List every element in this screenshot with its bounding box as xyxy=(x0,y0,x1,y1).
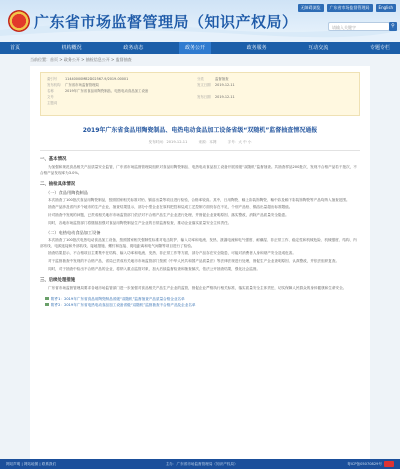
footer-icp[interactable]: 粤ICP备05070829号 xyxy=(347,462,382,466)
nav-item-home[interactable]: 首页 xyxy=(10,45,21,51)
site-header xyxy=(0,0,400,42)
article-panel xyxy=(30,66,370,459)
article-meta-box xyxy=(40,72,360,116)
meta-value: 广东省市场监督管理局 xyxy=(65,83,99,87)
meta-value: 11440000MB2D02567-9/2019-00001 xyxy=(65,77,129,81)
article-source: 来源：本网 xyxy=(198,140,217,144)
publish-time: 发布时间：2019-12-11 xyxy=(148,140,188,144)
article-paragraph: 为加强和规范食品相关产品质量安全监管，广东省市场监督管理局组织对食品用陶瓷制品、电热电动食品加工设备开展省级“双随机”监督抽查。共抽查样品200批次，发现不合格产品若干批次，不合格产品发现率为3.0%。 xyxy=(40,165,357,175)
footer-badges xyxy=(347,459,394,469)
top-link-accessibility[interactable]: 无障碍浏览 xyxy=(298,4,324,12)
article-paragraph: 本次抽查了100批次电热电动食品加工设备，按照国家相关强制性标准对电击防护、输入功率和电流、发热、泄漏电流和电气强度、耐潮湿、非正常工作、稳定性和机械危险、机械强度、结构、内部布线、电源连接和外部软线、接地措施、螺钉和连接、爬电距离和电气间隙等项目进行了检验。 xyxy=(40,237,357,248)
nav-item-news[interactable]: 政务动态 xyxy=(123,45,144,51)
nav-item-topics[interactable]: 专题专栏 xyxy=(369,45,390,51)
top-link-home[interactable]: 广东省市场监督管理局 xyxy=(327,4,373,12)
national-emblem-icon xyxy=(8,10,30,32)
article-paragraph: 抽查结果显示，不合格项目主要集中在结构、输入功率和电流、发热、非正常工作等方面，部分产品存在安全隐患，可能对消费者人身和财产安全造成危害。 xyxy=(48,251,296,256)
meta-value: 2019-12-11 xyxy=(215,95,235,99)
nav-item-about[interactable]: 机构概况 xyxy=(61,45,82,51)
attachment-label[interactable]: 附件1：2019年广东省食品用陶瓷制品省级“双随机”监督抽查产品质量合格企业名单 xyxy=(51,296,185,301)
nav-item-services[interactable]: 政务服务 xyxy=(246,45,267,51)
article-paragraph: 针对抽查中发现的问题，已责成相关地市市场监管部门依法对不合格产品生产企业进行处理，并督促企业查明原因、落实整改，消除产品质量安全隐患。 xyxy=(48,213,289,218)
top-links xyxy=(298,4,396,12)
attachment-icon xyxy=(45,297,49,300)
meta-key: 索引号 xyxy=(47,77,58,81)
attachment-list xyxy=(40,296,360,308)
attachment-link-2[interactable] xyxy=(40,302,360,308)
meta-key: 分类 xyxy=(197,77,204,81)
attachment-label[interactable]: 附件2：2019年广东省电热电动食品加工设备省级“双随机”监督抽查不合格产品及企业名单 xyxy=(51,302,196,307)
article-title: 2019年广东省食品用陶瓷制品、电热电动食品加工设备省级“双随机”监督抽查情况通报 xyxy=(82,127,318,134)
article-paragraph: 同时，对于抽查中检出不合格产品的企业，将纳入重点监管对象，加大后续监督检查和抽查频次，依法公开抽查结果，强化社会监督。 xyxy=(48,266,261,271)
article-body xyxy=(40,156,360,292)
section-heading: 三、后续处理措施 xyxy=(40,277,76,283)
gov-badge-icon[interactable] xyxy=(384,461,394,467)
article-paragraph: 广东省市场监督管理局要求各地市场监管部门进一步加强对食品相关产品生产企业的监管，督促企业严格执行相关标准，落实质量安全主体责任，切实保障人民群众的身体健康和生命安全。 xyxy=(48,285,347,290)
search-icon[interactable]: ⚲ xyxy=(389,22,397,31)
top-link-english[interactable]: English xyxy=(376,4,396,12)
article-paragraph: 对于监督抽查中发现的不合格产品，省局已责成有关地市市场监管部门按照《中华人民共和国产品质量法》等法律法规进行处理，督促生产企业查明原因、认真整改，并依法组织复查。 xyxy=(48,259,340,264)
meta-value: 2019-12-11 xyxy=(215,83,235,87)
meta-key: 发布机构 xyxy=(47,83,61,87)
article-paragraph: 本次抽查了100批次食品用陶瓷制品，按照国家相关标准对铅、镉溶出量等项目进行检验，合格率较高。其中，日用陶瓷、釉上彩装饰陶瓷、釉中彩及釉下彩装饰陶瓷等产品均纳入抽查范围。 xyxy=(48,197,350,202)
article-paragraph: 抽查产品涉及省内多个地市的生产企业，抽查结果显示，部分小型企业在原料把控和烧成工艺控制方面仍存在不足，个别产品铅、镉溶出量超出标准限值。 xyxy=(48,205,293,210)
meta-key: 主题词 xyxy=(47,101,58,105)
divider xyxy=(40,150,360,151)
nav-item-interaction[interactable]: 互动交流 xyxy=(308,45,329,51)
site-title[interactable]: 广东省市场监督管理局（知识产权局） xyxy=(34,13,298,31)
meta-key: 文号 xyxy=(47,95,54,99)
footer-links[interactable]: 网站声明 | 网站地图 | 联系我们 xyxy=(6,462,57,466)
section-heading: （二）电热电动食品加工设备 xyxy=(46,229,101,235)
meta-key: 发文日期 xyxy=(197,83,211,87)
article-paragraph: 同时，各地市场监管部门将继续加强对食品用陶瓷制品生产企业的日常监督检查，推动企业落实质量安全主体责任。 xyxy=(48,220,232,225)
meta-key: 名称 xyxy=(47,89,54,93)
font-size-switch[interactable]: 字号：大 中 小 xyxy=(227,140,252,144)
section-heading: （一）食品用陶瓷制品 xyxy=(46,189,88,195)
section-heading: 二、抽检具体情况 xyxy=(40,181,76,187)
search-input[interactable]: 请输入关键字 xyxy=(328,22,390,31)
main-nav xyxy=(0,42,400,54)
meta-key: 发布日期 xyxy=(197,95,211,99)
meta-value: 监督抽查 xyxy=(215,77,229,81)
breadcrumb[interactable]: 当前位置：首页 > 政务公开 > 抽检信息公开 > 监督抽查 xyxy=(30,57,132,62)
site-footer xyxy=(0,459,400,469)
article-sub-meta xyxy=(40,140,360,145)
meta-value xyxy=(65,100,175,106)
nav-item-gov-info[interactable]: 政务公开 xyxy=(179,42,211,54)
attachment-icon xyxy=(45,303,49,306)
meta-value: 2019年广东省食品用陶瓷制品、电热电动食品加工设备 xyxy=(65,89,149,93)
section-heading: 一、基本情况 xyxy=(40,157,67,162)
footer-host: 主办：广东省市场监督管理局（知识产权局） xyxy=(165,462,238,466)
